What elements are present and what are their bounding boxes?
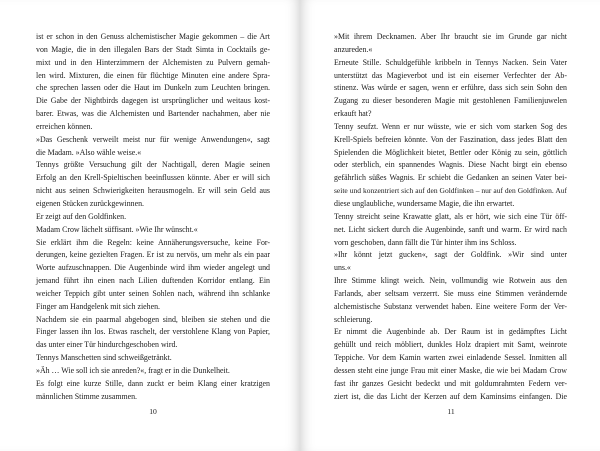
text-line: Farlands, aber seltsam verzerrt. Sie muss eine Stimmen verändernde: [334, 288, 567, 298]
text-line: len wird. Mixturen, die einen für flüchtige Minuten eine andere Spra-: [36, 70, 270, 80]
text-line: Worte aufzuschnappen. Die Augenbinde wird ihm wieder angelegt und: [36, 263, 270, 273]
text-line: ist er schon in den Genuss alchemistischer Magie gekommen – die Art: [36, 32, 270, 41]
text-line: Er zeigt auf den Goldfinken.: [36, 211, 127, 221]
text-line: »Das Geschenk verweilt meist nur für wenige Anwendungen«, sagt: [36, 134, 270, 144]
text-line: diese unglaubliche, wundersame Magie, die ihn erwartet.: [334, 198, 515, 208]
text-line: Tenny seufzt. Wenn er nur wüsste, wie er sich vom starken Sog des: [334, 121, 567, 131]
text-line: uns.«: [334, 263, 351, 273]
text-line: eigenen Stücken zurückgewinnen.: [36, 198, 145, 208]
right-page-number: 11: [447, 407, 455, 416]
right-page-text: [334, 31, 567, 401]
text-line: Krell-Spiels befreien könnte. Von der Faszination, dass jedes Blatt den: [334, 134, 567, 144]
text-line: dessen steht eine junge Frau mit einer Maske, die wie bei Madam Crow: [334, 365, 567, 375]
text-line: Finger lassen ihn los. Etwas raschelt, der verstohlene Klang von Papier,: [36, 327, 270, 337]
text-line: erreichen können.: [36, 121, 93, 131]
text-line: fast ihr ganzes Gesicht bedeckt und mit goldumrahmten Federn ver-: [334, 378, 567, 388]
text-line: nicht aus seinen Schwierigkeiten herausmogeln. Er will sein Geld aus: [36, 186, 270, 196]
text-line: Madam Crow lächelt süffisant. »Wie Ihr wünscht.«: [36, 224, 198, 234]
text-line: anzureden.«: [334, 44, 373, 54]
text-line: unterstützt das Magieverbot und ist ein eiserner Verfechter der Ab-: [334, 70, 567, 80]
text-line: jemand führt ihn einen nach Lilien duftenden Korridor entlang. Ein: [36, 276, 270, 286]
text-line: Die Gabe der Nightbirds dagegen ist ursprünglicher und weitaus kost-: [36, 96, 270, 106]
text-line: gefährlich süßes Wagnis. Er schiebt die Gedanken an seinen Vater bei-: [334, 173, 567, 183]
text-line: weicher Teppich gibt unter seinen Sohlen nach, während ihn schlanke: [36, 288, 270, 298]
text-line: Es folgt eine kurze Stille, dann zuckt er beim Klang einer kratzigen: [36, 378, 270, 388]
text-line: Finger am Handgelenk mit sich ziehen.: [36, 301, 161, 311]
text-line: Spielenden die Möglichkeit bietet, Bettler oder König zu sein, göttlich: [334, 147, 567, 157]
text-line: seite und konzentriert sich auf den Goldfinken – nur auf den Goldfinken. Auf: [334, 186, 567, 196]
text-line: Tennys größte Versuchung gilt der Nachtigall, deren Magie seinen: [36, 160, 270, 170]
text-line: Erfolg an den Krell-Spieltischen beeinflussen könnte. Aber er will sich: [36, 173, 270, 183]
text-line: die Madam. »Also wähle weise.«: [36, 147, 142, 157]
text-line: vorn geschoben, dann fällt die Tür hinter ihm ins Schloss.: [334, 237, 517, 247]
text-line: Sie erklärt ihm die Regeln: keine Annäherungsversuche, keine For-: [36, 237, 270, 247]
text-line: oder sterblich, ein spannendes Wagnis. Diese Nacht birgt ein ebenso: [334, 160, 567, 170]
text-line: stinenz. Was würde er sagen, wenn er erführe, dass sich sein Sohn den: [334, 83, 567, 93]
text-line: Nachdem sie ein paarmal abgebogen sind, bleiben sie stehen und die: [36, 314, 270, 324]
text-line: Erneute Stille. Schuldgefühle kribbeln in Tennys Nacken. Sein Vater: [334, 57, 567, 67]
text-line: schleierung.: [334, 314, 373, 324]
text-line: »Ihr könnt jetzt gucken«, sagt der Goldfink. »Wir sind unter: [334, 250, 567, 260]
text-line: männlichen Stimme zusammen.: [36, 391, 138, 401]
text-line: alchemistische Substanz verwendet haben. Eine weitere Form der Ver-: [334, 301, 567, 311]
text-line: Tenny streicht seine Krawatte glatt, als er hört, wie sich eine Tür öff-: [334, 211, 567, 221]
text-line: barer. Etwas, was die Alchemisten und Bartender nachahmen, aber nie: [36, 109, 270, 119]
right-page: [300, 0, 600, 451]
left-page-number: 10: [149, 407, 157, 416]
text-line: mixt und in den Hinterzimmern der Alchemisten zu Pulvern gemah-: [36, 57, 270, 67]
text-line: von Magie, die in den illegalen Bars der Stadt Simta in Cocktails ge-: [36, 44, 270, 54]
text-line: erkauft hat?: [334, 109, 372, 119]
text-line: Teppiche. Vor dem Kamin warten zwei einladende Sessel. Inmitten all: [334, 353, 567, 363]
text-line: »Äh … Wie soll ich sie anreden?«, fragt er in die Dunkelheit.: [36, 365, 230, 375]
text-line: Ihre Stimme klingt weich. Nein, vollmundig wie Rotwein aus den: [334, 276, 567, 286]
text-line: derungen, keine gezielten Fragen. Er ist zu nervös, um mehr als ein paar: [36, 250, 270, 260]
text-line: che sprechen lassen oder die Haut im Dunkeln zum Leuchten bringen.: [36, 83, 270, 93]
text-line: ziert ist, die das Licht der Kerzen auf dem Kaminsims einfangen. Die: [334, 391, 567, 401]
text-line: Tennys Manschetten sind schweißgetränkt.: [36, 353, 172, 363]
left-page-text: [36, 31, 270, 401]
text-line: Er nimmt die Augenbinde ab. Der Raum ist in gedämpftes Licht: [334, 327, 567, 337]
text-line: net. Licht sickert durch die Augenbinde, sanft und warm. Er wird nach: [334, 224, 567, 234]
text-line: Zugang zu dieser besonderen Magie mit gestohlenen Familienjuwelen: [334, 96, 567, 106]
text-line: »Mit ihrem Decknamen. Aber Ihr braucht sie im Grunde gar nicht: [334, 32, 567, 41]
text-line: gehüllt und reich möbliert, dunkles Holz drapiert mit Samt, weinrote: [334, 340, 567, 350]
text-line: das unter einer Tür hindurchgeschoben wird.: [36, 340, 178, 350]
